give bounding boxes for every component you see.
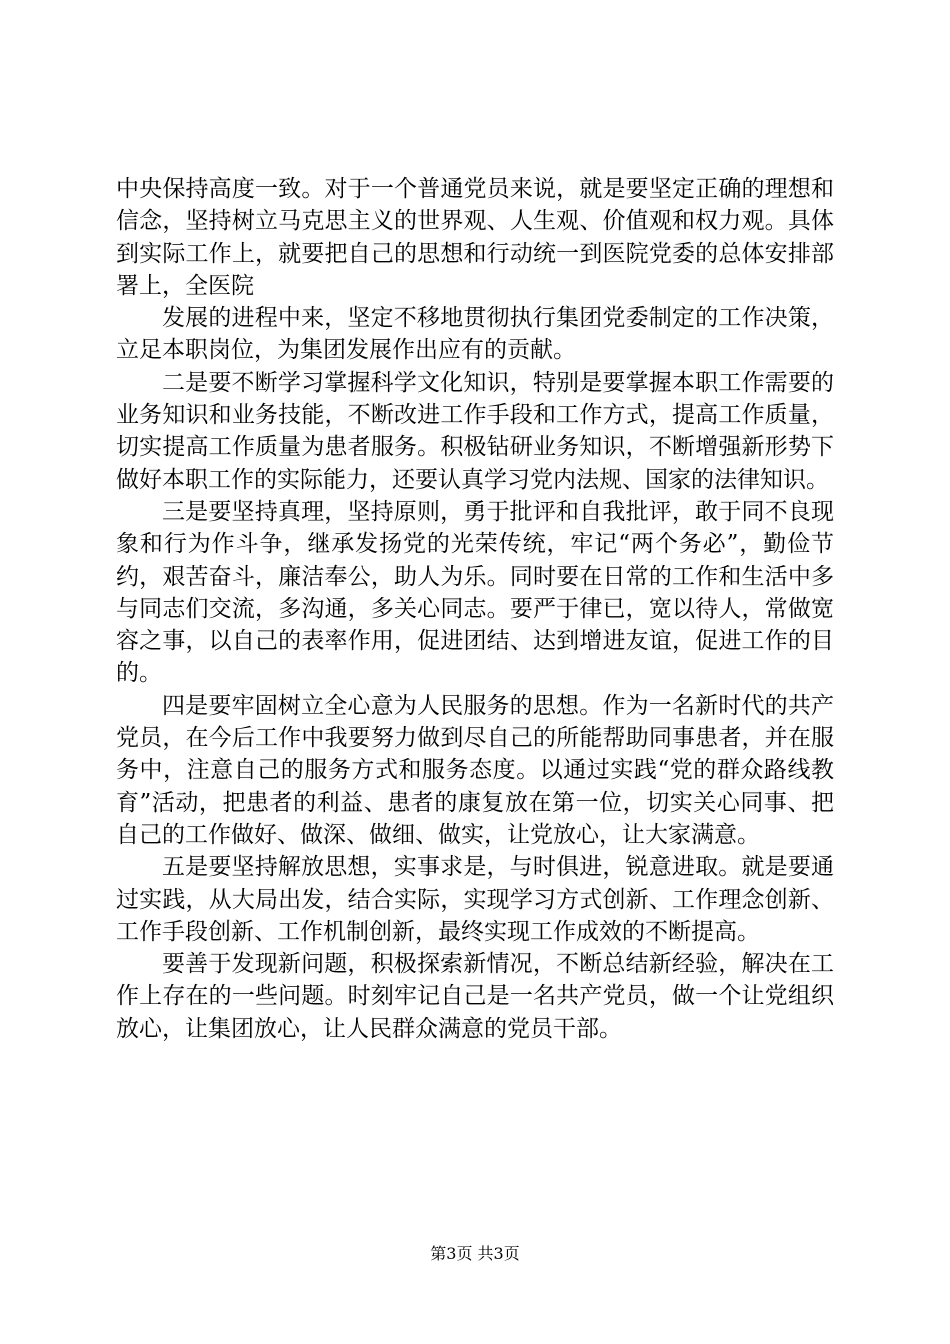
paragraph-7: 要善于发现新问题，积极探索新情况，不断总结新经验，解决在工作上存在的一些问题。时刻牢记自己是一名共产党员，做一个让党组织放心，让集团放心，让人民群众满意的党员干部。 xyxy=(116,951,834,1042)
paragraph-2: 发展的进程中来，坚定不移地贯彻执行集团党委制定的工作决策，立足本职岗位，为集团发展作出应有的贡献。 xyxy=(116,305,834,364)
page-footer: 第3页 共3页 xyxy=(430,1244,520,1263)
paragraph-4: 三是要坚持真理，坚持原则，勇于批评和自我批评，敢于同不良现象和行为作斗争，继承发扬党的光荣传统，牢记“两个务必”，勤俭节约，艰苦奋斗，廉洁奉公，助人为乐。同时要在日常的工作和生活中多与同志们交流，多沟通，多关心同志。要严于律已，宽以待人，常做宽容之事，以自己的表率作用，促进团结、达到增进友谊，促进工作的目的。 xyxy=(116,498,834,687)
paragraph-5: 四是要牢固树立全心意为人民服务的思想。作为一名新时代的共产党员，在今后工作中我要努力做到尽自己的所能帮助同事患者，并在服务中，注意自己的服务方式和服务态度。以通过实践“党的群众路线教育”活动，把患者的利益、患者的康复放在第一位，切实关心同事、把自己的工作做好、做深、做细、做实，让党放心，让大家满意。 xyxy=(116,692,834,848)
paragraph-3: 二是要不断学习掌握科学文化知识，特别是要掌握本职工作需要的业务知识和业务技能，不断改进工作手段和工作方式，提高工作质量，切实提高工作质量为患者服务。积极钻研业务知识，不断增强新形势下做好本职工作的实际能力，还要认真学习党内法规、国家的法律知识。 xyxy=(116,369,834,493)
paragraph-6: 五是要坚持解放思想，实事求是，与时俱进，锐意进取。就是要通过实践，从大局出发，结合实际，实现学习方式创新、工作理念创新、工作手段创新、工作机制创新，最终实现工作成效的不断提高。 xyxy=(116,854,834,945)
paragraph-1: 中央保持高度一致。对于一个普通党员来说，就是要坚定正确的理想和信念，坚持树立马克思主义的世界观、人生观、价值观和权力观。具体到实际工作上，就要把自己的思想和行动统一到医院党委的总体安排部署上，全医院 xyxy=(116,176,834,299)
document-body xyxy=(116,173,834,1045)
